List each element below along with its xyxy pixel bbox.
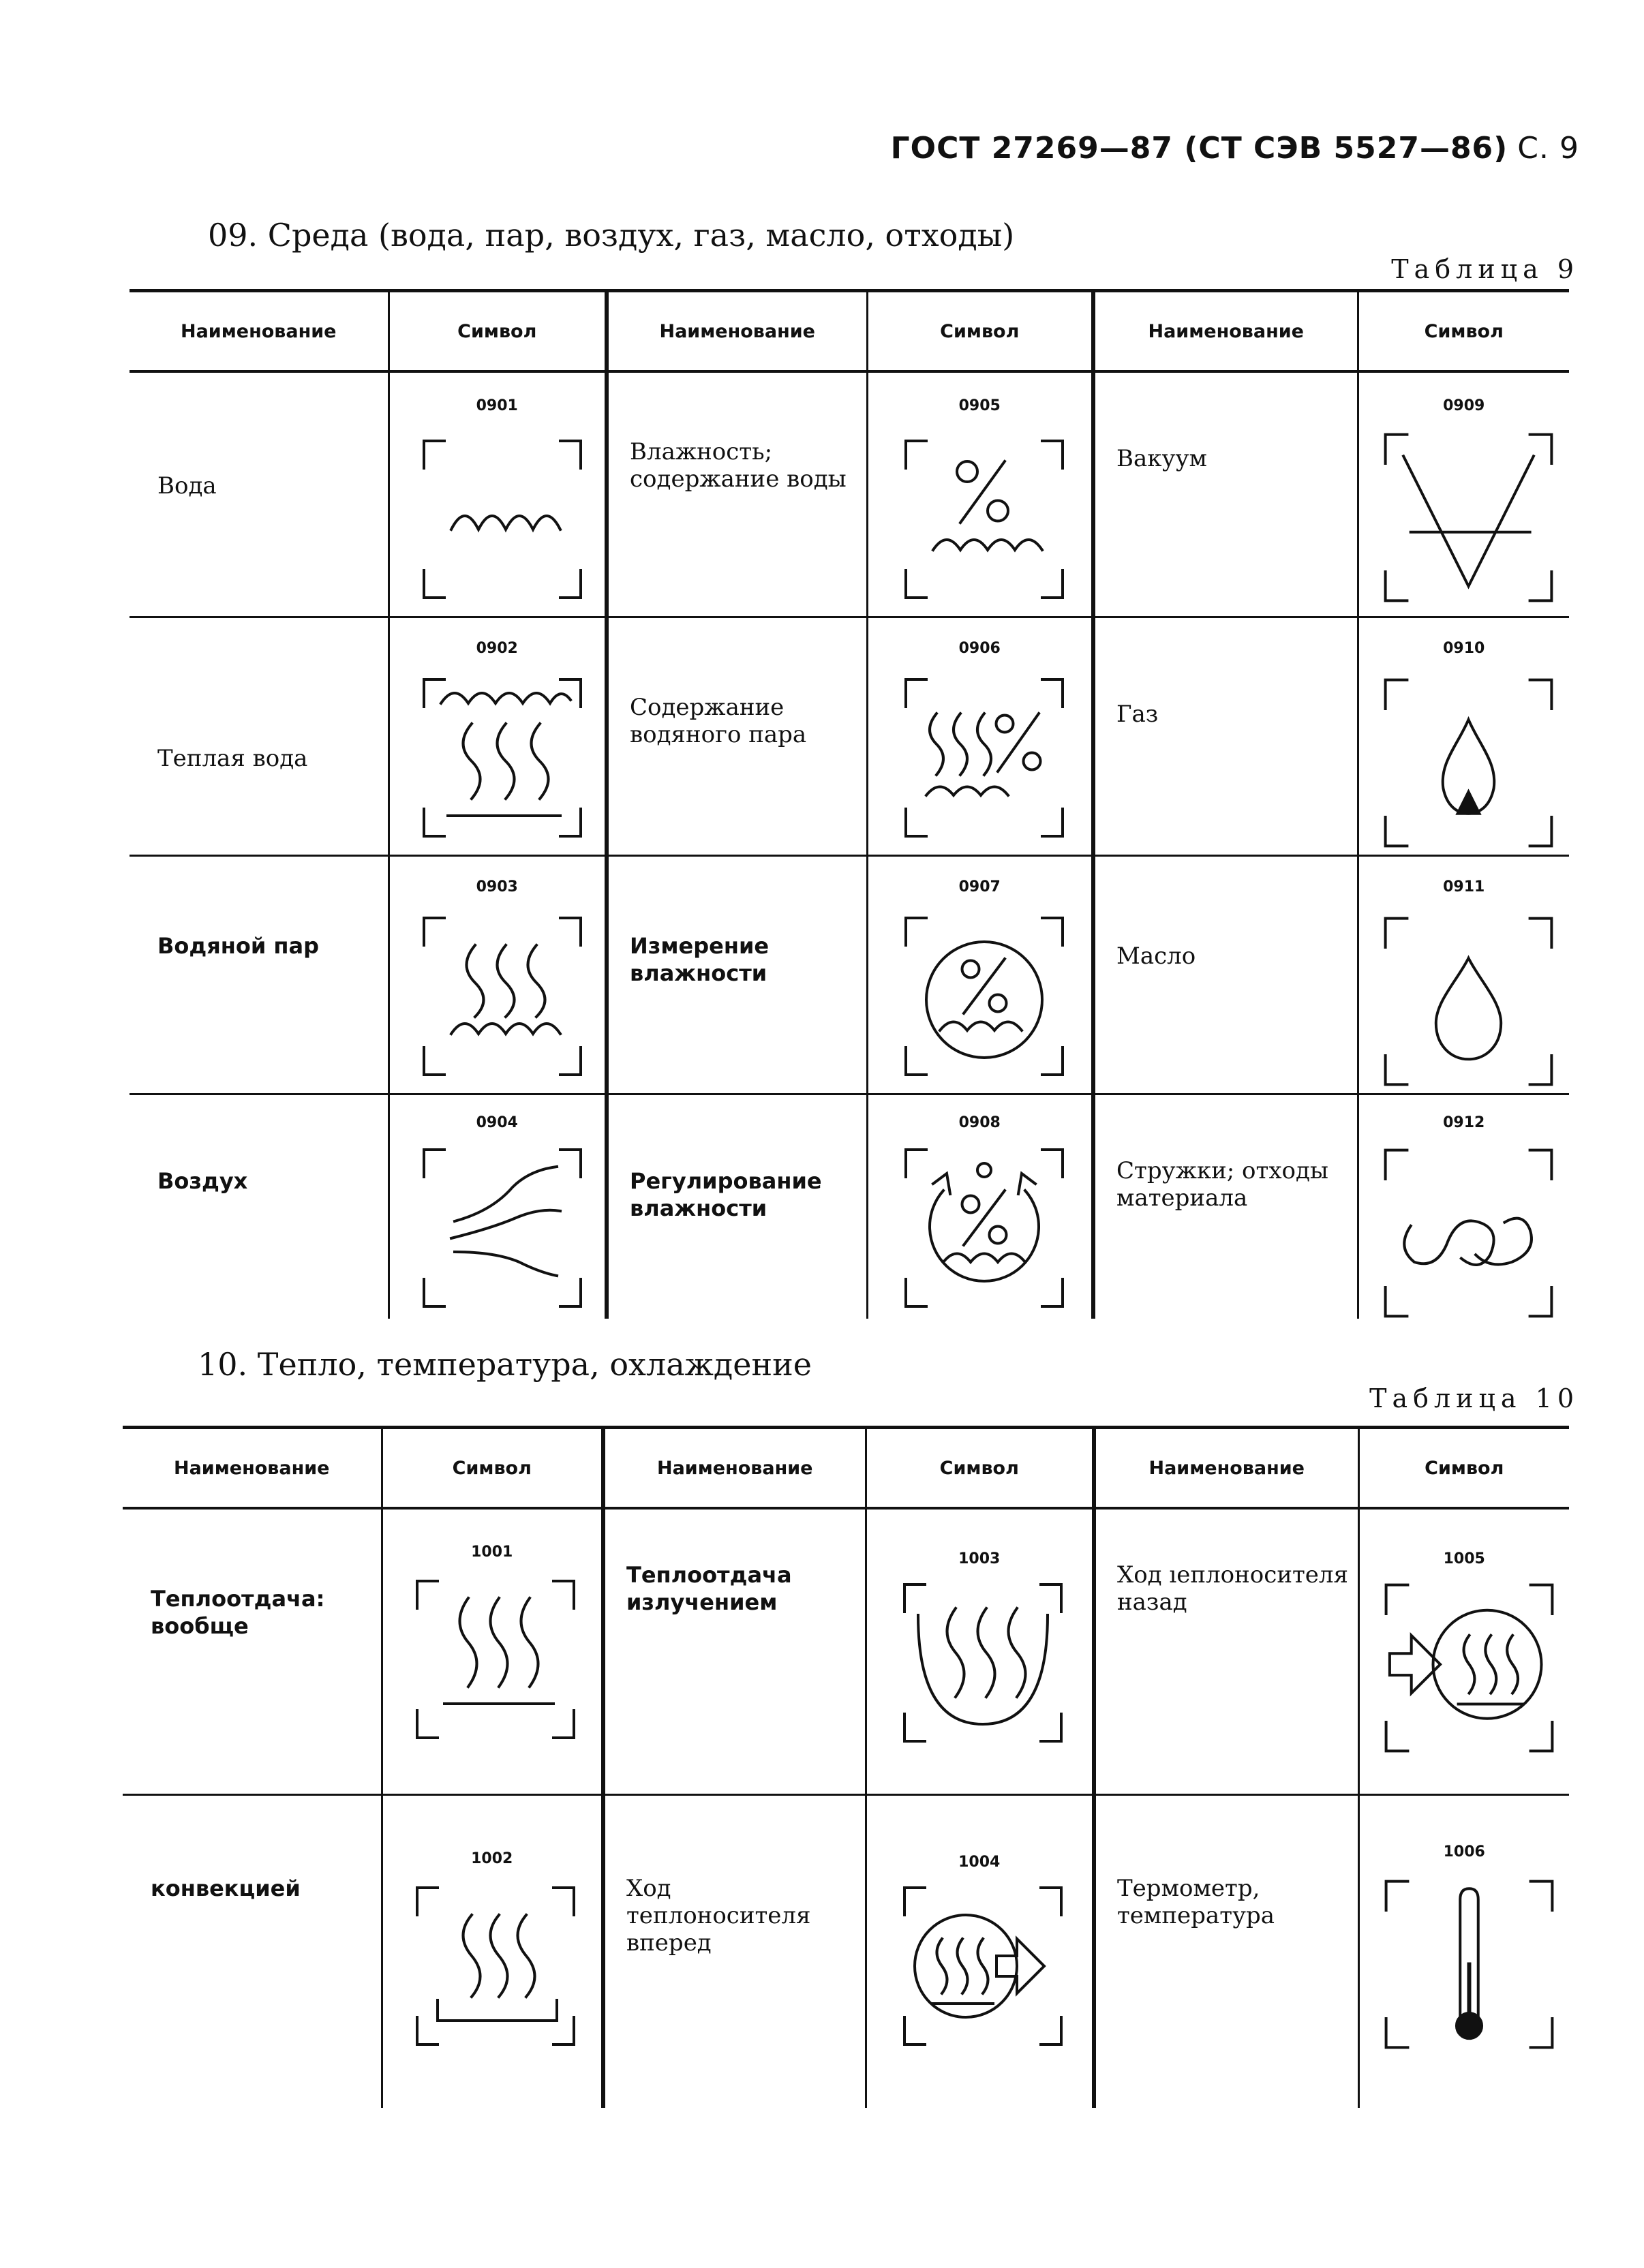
symbol-code: 1001 — [471, 1544, 513, 1561]
symbol-cell — [382, 1794, 603, 2108]
table-10 — [123, 1426, 1569, 2108]
symbol-code: 0911 — [1443, 878, 1485, 895]
symbol-code: 0903 — [476, 878, 518, 895]
item-name: Газ — [1116, 700, 1159, 728]
humidity-measurement-icon — [899, 911, 1069, 1082]
col-header-symbol: Символ — [389, 291, 607, 372]
symbol-cell — [1358, 1094, 1569, 1319]
table-row — [123, 1794, 1569, 2108]
col-header-name: Наименование — [130, 291, 389, 372]
symbol-code: 0901 — [476, 397, 518, 414]
table-9-header-row — [130, 291, 1569, 372]
item-name: Вода — [157, 472, 217, 500]
symbol-code: 0902 — [476, 639, 518, 657]
page-number: С. 9 — [1517, 131, 1579, 166]
symbol-cell — [1358, 617, 1569, 855]
col-header-name: Наименование — [603, 1428, 866, 1509]
item-name: Теплоотдача излучением — [626, 1562, 792, 1615]
symbol-cell — [867, 855, 1093, 1094]
thermometer-icon — [1379, 1874, 1559, 2055]
section-09-title: 09. Среда (вода, пар, воздух, газ, масло, отходы) — [208, 217, 1015, 254]
heat-carrier-return-icon — [1379, 1578, 1559, 1758]
table-row — [123, 1508, 1569, 1794]
symbol-code: 0908 — [958, 1114, 1001, 1131]
table-row — [130, 617, 1569, 855]
col-header-symbol: Символ — [1358, 291, 1569, 372]
item-name: Влажность; содержание воды — [630, 438, 847, 493]
warm-water-icon — [417, 673, 588, 843]
symbol-cell — [1358, 855, 1569, 1094]
symbol-code: 0904 — [476, 1114, 518, 1131]
item-name: Содержание водяного пара — [630, 693, 807, 748]
item-name: Регулирование влажности — [630, 1167, 822, 1221]
symbol-cell — [1358, 1508, 1569, 1794]
symbol-code: 1004 — [958, 1853, 1001, 1871]
chips-waste-icon — [1378, 1143, 1559, 1323]
page-header — [891, 131, 1579, 166]
item-name: Масло — [1116, 942, 1196, 970]
symbol-cell — [389, 855, 607, 1094]
symbol-cell — [867, 617, 1093, 855]
symbol-code: 1005 — [1443, 1550, 1485, 1567]
table-row — [130, 1094, 1569, 1319]
item-name: Стружки; отходы материала — [1116, 1156, 1328, 1212]
air-icon — [417, 1143, 588, 1313]
table-9-label: Таблица 9 — [1391, 254, 1579, 284]
symbol-code: 0906 — [958, 639, 1001, 657]
item-name: Водяной пар — [157, 932, 320, 959]
symbol-cell — [866, 1794, 1094, 2108]
symbol-code: 0907 — [958, 878, 1001, 895]
section-10-title: 10. Тепло, температура, охлаждение — [198, 1346, 812, 1383]
standard-number: ГОСТ 27269—87 (СТ СЭВ 5527—86) — [890, 131, 1508, 166]
symbol-cell — [389, 371, 607, 617]
item-name: конвекцией — [151, 1875, 301, 1901]
symbol-cell — [867, 1094, 1093, 1319]
gas-flame-icon — [1378, 673, 1559, 853]
oil-drop-icon — [1378, 911, 1559, 1092]
table-9 — [130, 289, 1569, 1319]
item-name: Теплоотдача: вообще — [151, 1586, 325, 1639]
symbol-cell — [1358, 1794, 1569, 2108]
symbol-code: 1006 — [1443, 1843, 1485, 1860]
symbol-code: 0912 — [1443, 1114, 1485, 1131]
item-name: Теплая вода — [157, 744, 308, 772]
symbol-cell — [1358, 371, 1569, 617]
col-header-symbol: Символ — [867, 291, 1093, 372]
water-vapour-icon — [417, 911, 588, 1082]
item-name: Ход ıеплоносителя назад — [1117, 1561, 1348, 1616]
symbol-code: 0909 — [1443, 397, 1485, 414]
table-row — [130, 371, 1569, 617]
item-name: Измерение влажности — [630, 932, 770, 986]
col-header-symbol: Символ — [866, 1428, 1094, 1509]
table-10-header-row — [123, 1428, 1569, 1509]
item-name: Воздух — [157, 1167, 248, 1194]
humidity-icon — [899, 434, 1069, 604]
heat-transfer-icon — [410, 1574, 581, 1745]
col-header-name: Наименование — [123, 1428, 382, 1509]
vacuum-icon — [1378, 427, 1559, 608]
col-header-name: Наименование — [1094, 1428, 1358, 1509]
item-name: Термометр, температура — [1117, 1874, 1275, 1929]
symbol-code: 0910 — [1443, 639, 1485, 657]
heat-carrier-forward-icon — [898, 1881, 1068, 2051]
symbol-cell — [382, 1508, 603, 1794]
col-header-symbol: Символ — [1358, 1428, 1569, 1509]
item-name: Ход теплоносителя вперед — [626, 1874, 811, 1957]
symbol-code: 0905 — [958, 397, 1001, 414]
item-name: Вакуум — [1116, 445, 1207, 472]
humidity-control-icon — [899, 1143, 1069, 1313]
water-icon — [417, 434, 588, 604]
symbol-code: 1002 — [471, 1850, 513, 1867]
table-row — [130, 855, 1569, 1094]
symbol-cell — [389, 1094, 607, 1319]
symbol-cell — [866, 1508, 1094, 1794]
symbol-code: 1003 — [958, 1550, 1001, 1567]
symbol-cell — [867, 371, 1093, 617]
symbol-cell — [389, 617, 607, 855]
convection-heat-icon — [410, 1881, 581, 2051]
col-header-symbol: Символ — [382, 1428, 603, 1509]
vapour-content-icon — [899, 673, 1069, 843]
col-header-name: Наименование — [607, 291, 867, 372]
col-header-name: Наименование — [1093, 291, 1358, 372]
radiant-heat-icon — [898, 1578, 1068, 1748]
table-10-label: Таблица 10 — [1369, 1383, 1579, 1413]
